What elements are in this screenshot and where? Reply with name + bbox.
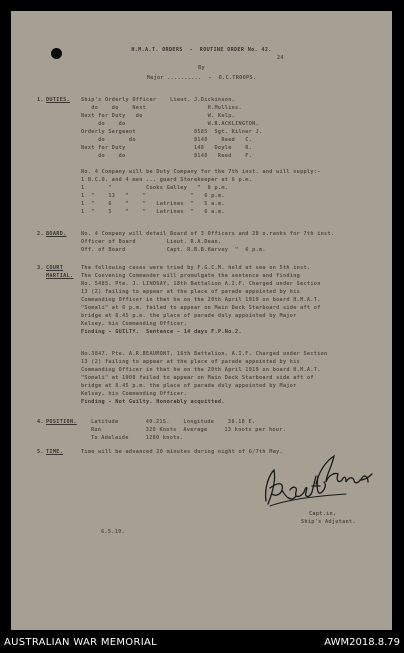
court-line: The following cases were tried by F.G.C.M. held at sea on 5th inst. <box>81 265 311 271</box>
guard-line: No. 4 Company will be Duty Company for the 7th inst. and will supply:- <box>81 169 321 175</box>
header-by: By <box>198 65 205 71</box>
section-number-duties: 1. <box>37 97 44 103</box>
duties-line: Next for Duty do W. Kelp. <box>81 113 236 119</box>
guard-line: 1 " 6 " " Latrines " 5 a.m. <box>81 201 225 207</box>
court-line: "Somali" at 6 p.m. failed to appear on Main Deck Starboard side aft of <box>81 305 321 311</box>
court-line: bridge at 8.45 p.m. the place of parade duly appointed by Major <box>81 313 297 319</box>
footer-institution: AUSTRALIAN WAR MEMORIAL <box>4 637 157 648</box>
time-line: Time will be advanced 20 minutes during night of 6/7th May. <box>81 449 283 455</box>
board-line: No. 4 Company will detail Board of 3 Officers and 20 o.ranks for 7th inst. <box>81 231 335 237</box>
duties-line: do do 8148 Reed C. <box>81 137 253 143</box>
section-number-time: 5. <box>37 449 44 455</box>
guard-line: 1 " 5 " " Latrines " 6 a.m. <box>81 209 225 215</box>
duties-line: do do 8148 Reed F. <box>81 153 253 159</box>
court-line: Kelsey, his Commanding Officer. <box>81 321 188 327</box>
section-heading-position: POSITION. <box>46 419 77 425</box>
section-number-court: 3. <box>37 265 44 271</box>
position-line: Latitude 40.21S. Longitude 38.18 E. <box>91 419 256 425</box>
section-heading-time: TIME. <box>46 449 64 455</box>
document-page <box>11 11 392 630</box>
court-line: The Convening Commander will promulgate the sentence and finding <box>81 273 301 279</box>
court-line: bridge at 8.45 p.m. the place of parade duly appointed by Major <box>81 383 297 389</box>
signoff-date: 6.5.19. <box>101 529 125 535</box>
header-number: 24 <box>277 55 284 61</box>
duties-line: Ship's Orderly Officer Lieut. J.Dickinson. <box>81 97 236 103</box>
court-line: 13 (2) failing to appear at the place of parade appointed by his <box>81 359 301 365</box>
header-officer: Major .......... - O.C.TROOPS. <box>146 75 257 81</box>
court-line: Commanding Officer in that he on the 20th April 1919 on board H.M.A.T. <box>81 297 321 303</box>
guard-line: 1 " 13 " " " 6 p.m. <box>81 193 225 199</box>
court-line: No. 5485. Pte. J. LINDSAY, 18th Battalion A.I.F. Charged under Section <box>81 281 321 287</box>
board-line: Officer of Board Lieut. R.A.Dean. <box>81 239 222 245</box>
section-heading-court: COURT <box>46 265 64 271</box>
section-heading-duties: DUTIES. <box>46 97 70 103</box>
section-number-board: 2. <box>37 231 44 237</box>
signoff-title: Ship's Adjutant. <box>301 519 356 525</box>
handwritten-signature <box>256 446 376 516</box>
duties-line: Orderly Sergeant 8585 Sgt. Kilner J. <box>81 129 263 135</box>
duties-line: do do W.R.ACKLINGTON. <box>81 121 260 127</box>
guard-line: 1 N.C.O. and 4 men ... guard Storekeeper at 6 p.m. <box>81 177 253 183</box>
court-line: "Somali" at 1900 failed to appear on Main Deck Starboard side aft of <box>81 375 314 381</box>
position-line: Run 320 Knots Average 13 knots per hour. <box>91 427 287 433</box>
duties-line: do do Next H.Mullins. <box>81 105 242 111</box>
section-heading-board: BOARD. <box>46 231 67 237</box>
court-line: 13 (2) failing to appear at the place of parade appointed by his <box>81 289 301 295</box>
footer-accession-number: AWM2018.8.79 <box>324 637 400 648</box>
court-line: Commanding Officer in that he on the 20th April 1919 on board H.M.A.T. <box>81 367 321 373</box>
court-finding: Finding - Not Guilty. Honorably acquitted. <box>81 399 225 405</box>
position-line: To Adelaide 1280 knots. <box>91 435 184 441</box>
signoff-rank: Capt.in, <box>309 511 337 517</box>
court-line: Kelsey, his Commanding Officer. <box>81 391 188 397</box>
guard-line: 1 " Cooks Galley " 8 p.m. <box>81 185 229 191</box>
header-title: H.M.A.T. ORDERS - ROUTINE ORDER No. 42. <box>131 47 272 53</box>
section-heading-court-2: MARTIAL. <box>46 273 74 279</box>
duties-line: Next for Duty 148 Doyle R. <box>81 145 253 151</box>
court-line: No.3847. Pte. A.R.BEAUMONT, 16th Battalion, A.I.F. Charged under Section <box>81 351 328 357</box>
court-finding: Finding - GUILTY. Sentence - 14 days F.P.No.2. <box>81 329 242 335</box>
board-line: Off. of Board Capt. R.B.B.Harvey " 6 p.m. <box>81 247 266 253</box>
section-number-position: 4. <box>37 419 44 425</box>
